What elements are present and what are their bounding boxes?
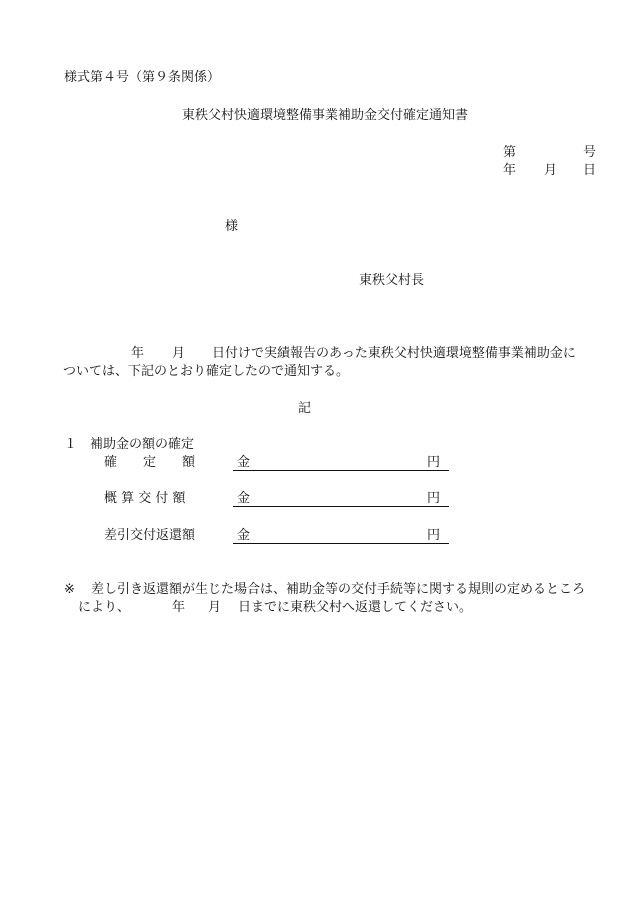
date-month: 月: [544, 163, 558, 178]
sender-name: 東秩父村長: [359, 273, 425, 288]
date-day: 日: [583, 163, 597, 178]
section1-heading: １ 補助金の額の確定: [64, 437, 195, 452]
row-label-difference: 差引交付返還額: [104, 528, 196, 543]
row-label-estimated: 概 算 交 付 額: [104, 491, 186, 506]
amount-underline: [233, 543, 449, 544]
amount-underline: [233, 506, 449, 507]
row-suffix: 円: [427, 528, 441, 543]
note-year: 年: [172, 600, 186, 615]
row-prefix: 金: [237, 528, 251, 543]
note-line2-rest: 日までに東秩父村へ返還してください。: [238, 600, 473, 615]
row-prefix: 金: [237, 455, 251, 470]
document-title: 東秩父村快適環境整備事業補助金交付確定通知書: [182, 108, 469, 123]
addressee-suffix: 様: [225, 219, 239, 234]
row-label-confirmed: 確 定 額: [104, 455, 196, 470]
body-line1: 日付けで実績報告のあった東秩父村快適環境整備事業補助金に: [212, 346, 576, 361]
row-prefix: 金: [237, 491, 251, 506]
ki-heading: 記: [298, 401, 312, 416]
note-line1: 差し引き返還額が生じた場合は、補助金等の交付手続等に関する規則の定めるところ: [91, 582, 586, 597]
note-month: 月: [208, 600, 222, 615]
body-year: 年: [131, 346, 145, 361]
doc-number-go: 号: [583, 145, 597, 160]
body-line2: ついては、下記のとおり確定したので通知する。: [63, 364, 350, 379]
row-suffix: 円: [427, 491, 441, 506]
amount-underline: [233, 470, 449, 471]
body-month: 月: [172, 346, 186, 361]
note-mark: ※: [64, 582, 75, 597]
doc-number-dai: 第: [503, 145, 517, 160]
row-suffix: 円: [427, 455, 441, 470]
note-line2-start: により、: [78, 600, 131, 615]
form-number: 様式第４号（第９条関係）: [64, 70, 221, 85]
date-year: 年: [503, 163, 517, 178]
